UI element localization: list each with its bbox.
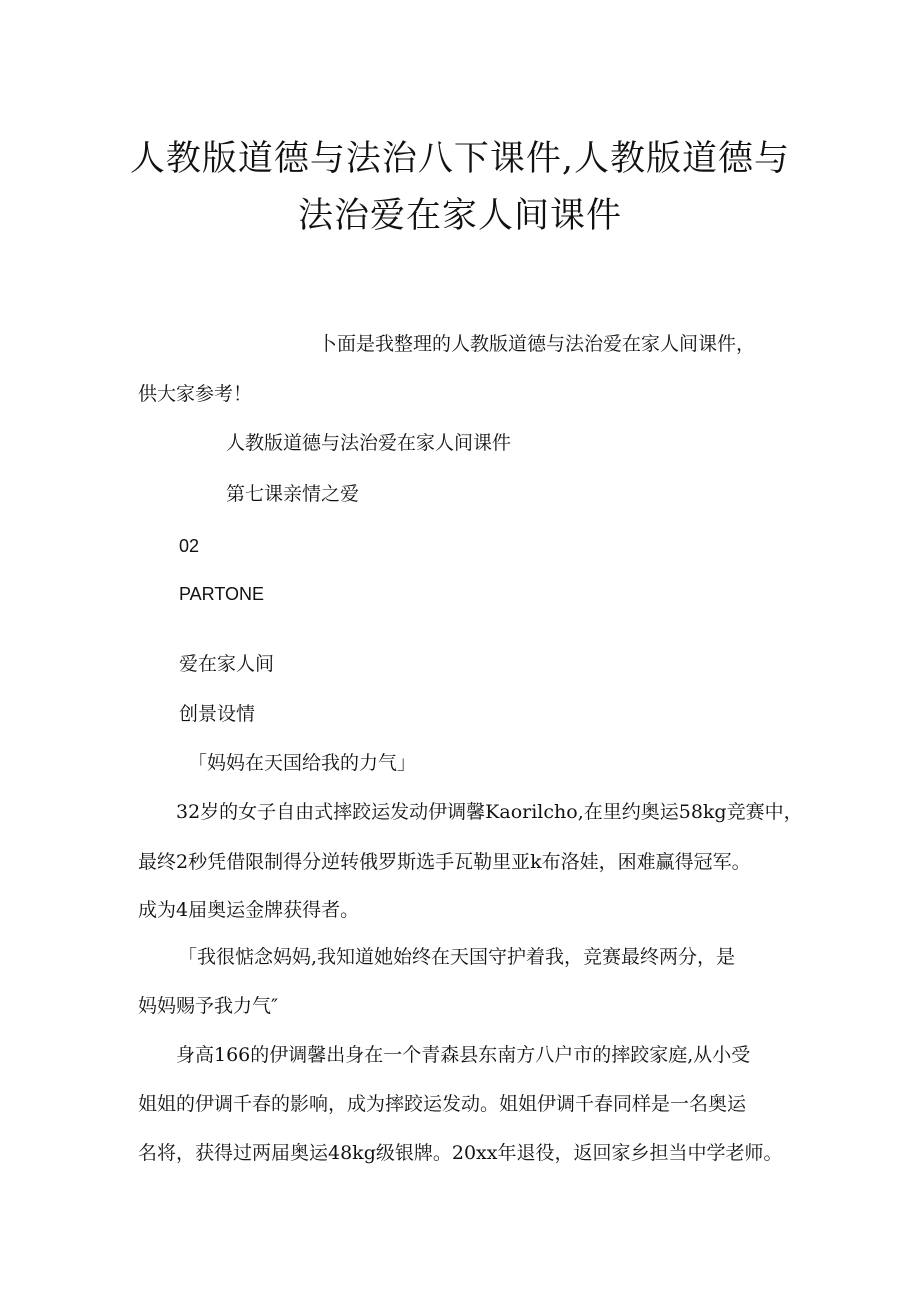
paragraph-1-line-3: 成为4届奥运金牌获得者。 — [138, 899, 360, 921]
intro-line-1: 卜面是我整理的人教版道德与法治爱在家人间课件， — [318, 333, 756, 355]
quote-title: 「妈妈在天国给我的力气」 — [188, 752, 417, 774]
quote-2-line-2: 妈妈赐予我力气″ — [138, 995, 279, 1017]
paragraph-2-line-1: 身高166的伊调馨出身在一个青森县东南方八户市的摔跤家庭,从小受 — [176, 1044, 751, 1066]
paragraph-1-line-1: 32岁的女子自由式摔跤运发动伊调馨Kaorilcho,在里约奥运58kg竞赛中， — [176, 801, 803, 823]
paragraph-2-line-2: 姐姐的伊调千春的影响，成为摔跤运发动。姐姐伊调千春同样是一名奥运 — [138, 1093, 747, 1115]
quote-2-line-1: 「我很惦念妈妈,我知道她始终在天国守护着我，竞赛最终两分，是 — [178, 946, 736, 968]
document-title-line-1: 人教版道德与法治八下课件,人教版道德与 — [129, 139, 791, 179]
section-title: 爱在家人间 — [179, 653, 275, 675]
intro-line-2: 供大家参考！ — [138, 383, 253, 405]
scenario-label: 创景设情 — [179, 703, 256, 725]
document-title-line-2: 法治爱在家人间课件 — [297, 196, 622, 236]
part-label: PARTONE — [179, 584, 265, 604]
lesson-title: 第七课亲情之爱 — [226, 483, 360, 505]
paragraph-2-line-3: 名将，获得过两届奥运48kg级银牌。20xx年退役，返回家乡担当中学老师。 — [138, 1142, 783, 1164]
part-number: 02 — [179, 536, 200, 556]
subtitle: 人教版道德与法治爱在家人间课件 — [226, 432, 512, 454]
paragraph-1-line-2: 最终2秒凭借限制得分逆转俄罗斯选手瓦勒里亚k布洛娃，困难赢得冠军。 — [138, 851, 751, 873]
